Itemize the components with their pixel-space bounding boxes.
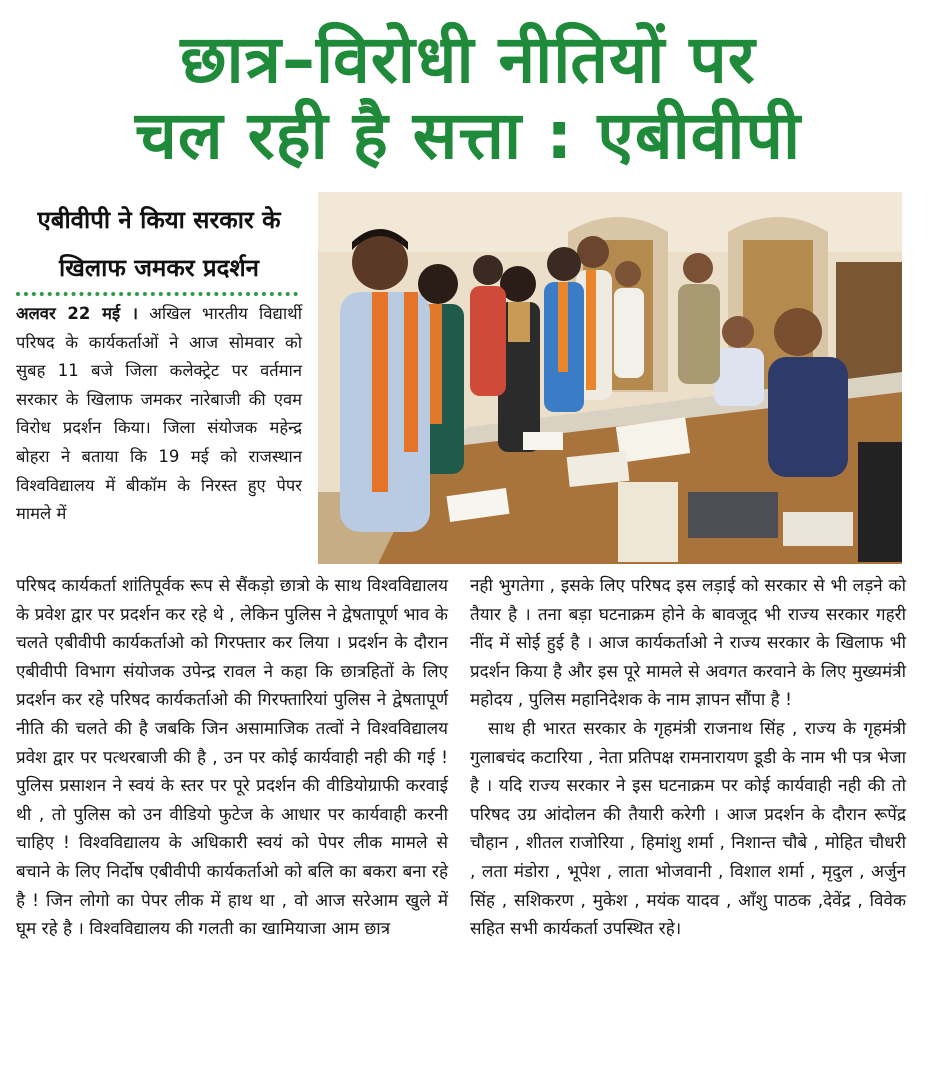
paragraph-1-text: अखिल भारतीय विद्यार्थी परिषद के कार्यकर्ताओं ने आज सोमवार को सुबह 11 बजे जिला कलेक्ट्रेट पर वर्तमान सरकार के खिलाफ जमकर नारेबाजी की एवम विरोध प्रदर्शन किया। जिला संयोजक महेन्द्र बोहरा ने बताया कि 19 मई को राजस्थान विश्वविद्यालय में बीकॉम के निरस्त हुए पेपर मामले में [16,304,302,524]
paragraph-1 [16,300,302,529]
article-column-3 [470,572,906,944]
dateline: अलवर 22 मई । [16,304,139,323]
dotted-divider [16,292,298,296]
paragraph-2: साथ ही भारत सरकार के गृहमंत्री राजनाथ सिंह , राज्य के गृहमंत्री गुलाबचंद कटारिया , नेता प्रतिपक्ष रामनारायण डूडी के नाम भी पत्र भेजा है । यदि राज्य सरकार ने इस घटनाक्रम पर कोई कार्यवाही नही की तो परिषद उग्र आंदोलन की तैयारी करेगी । आज प्रदर्शन के दौरान रूपेंद्र चौहान , शीतल राजोरिया , हिमांशु शर्मा , निशान्त चौबे , मोहित चौधरी , लता मंडोरा , भूपेश , लाता भोजवानी , विशाल शर्मा , मृदुल , अर्जुन सिंह , सशिकरण , मुकेश , मयंक यादव , आँशु पाठक ,देवेंद्र , विवेक सहित सभी कार्यकर्ता उपस्थित रहे। [470,718,906,940]
subheadline-line-1: एबीवीपी ने किया सरकार के [37,206,281,234]
news-photo [318,192,902,564]
paragraph-1-end: नही भुगतेगा , इसके लिए परिषद इस लड़ाई को सरकार से भी लड़ने को तैयार है । तना बड़ा घटनाक्रम होने के बावजूद भी राज्य सरकार गहरी नींद में सोई हुई है । आज कार्यकर्ताओ ने राज्य सरकार के खिलाफ भी प्रदर्शन किया है और इस पूरे मामले से अवगत करवाने के लिए मुख्यमंत्री महोदय , पुलिस महानिदेशक के नाम ज्ञापन सौंपा है ! [470,576,906,711]
article-column-2 [16,572,448,944]
headline-line-2: चल रही है सत्ता : एबीवीपी [134,97,802,174]
subheadline-line-2: खिलाफ जमकर प्रदर्शन [59,254,259,282]
paragraph-1-continued: परिषद कार्यकर्ता शांतिपूर्वक रूप से सैंकड़ो छात्रो के साथ विश्वविद्यालय के प्रवेश द्वार पर प्रदर्शन कर रहे थे , लेकिन पुलिस ने द्वेषतापूर्ण भाव के चलते एबीवीपी कार्यकर्ताओ को गिरफ्तार कर लिया । प्रदर्शन के दौरान एबीवीपी विभाग संयोजक उपेन्द्र रावल ने कहा कि छात्रहितों के लिए प्रदर्शन कर रहे परिषद कार्यकर्ताओ की गिरफ्तारियां पुलिस ने द्वेषतापूर्ण नीति की चलते की है जबकि जिन असामाजिक तत्वों ने विश्वविद्यालय प्रवेश द्वार पर पत्थरबाजी की है , उन पर कोई कार्यवाही नही की गई ! पुलिस प्रसाशन ने स्वयं के स्तर पर पूरे प्रदर्शन की वीडियोग्राफी करवाई थी , तो पुलिस को उन वीडियो फुटेज के आधार पर कार्यवाही करनी चाहिए ! विश्वविद्यालय के अधिकारी स्वयं को पेपर लीक मामले से बचाने के लिए निर्दोष एबीवीपी कार्यकर्ताओ को बलि का बकरा बना रहे है ! जिन लोगो का पेपर लीक में हाथ था , वो आज सरेआम खुले में घूम रहे है । विश्वविद्यालय की गलती का खामियाजा आम छात्र [16,576,448,940]
article-column-1 [16,300,302,529]
headline [0,22,936,174]
subheadline [14,196,304,292]
photo-icon [318,192,902,564]
headline-line-1: छात्र–विरोधी नीतियों पर [180,21,756,98]
